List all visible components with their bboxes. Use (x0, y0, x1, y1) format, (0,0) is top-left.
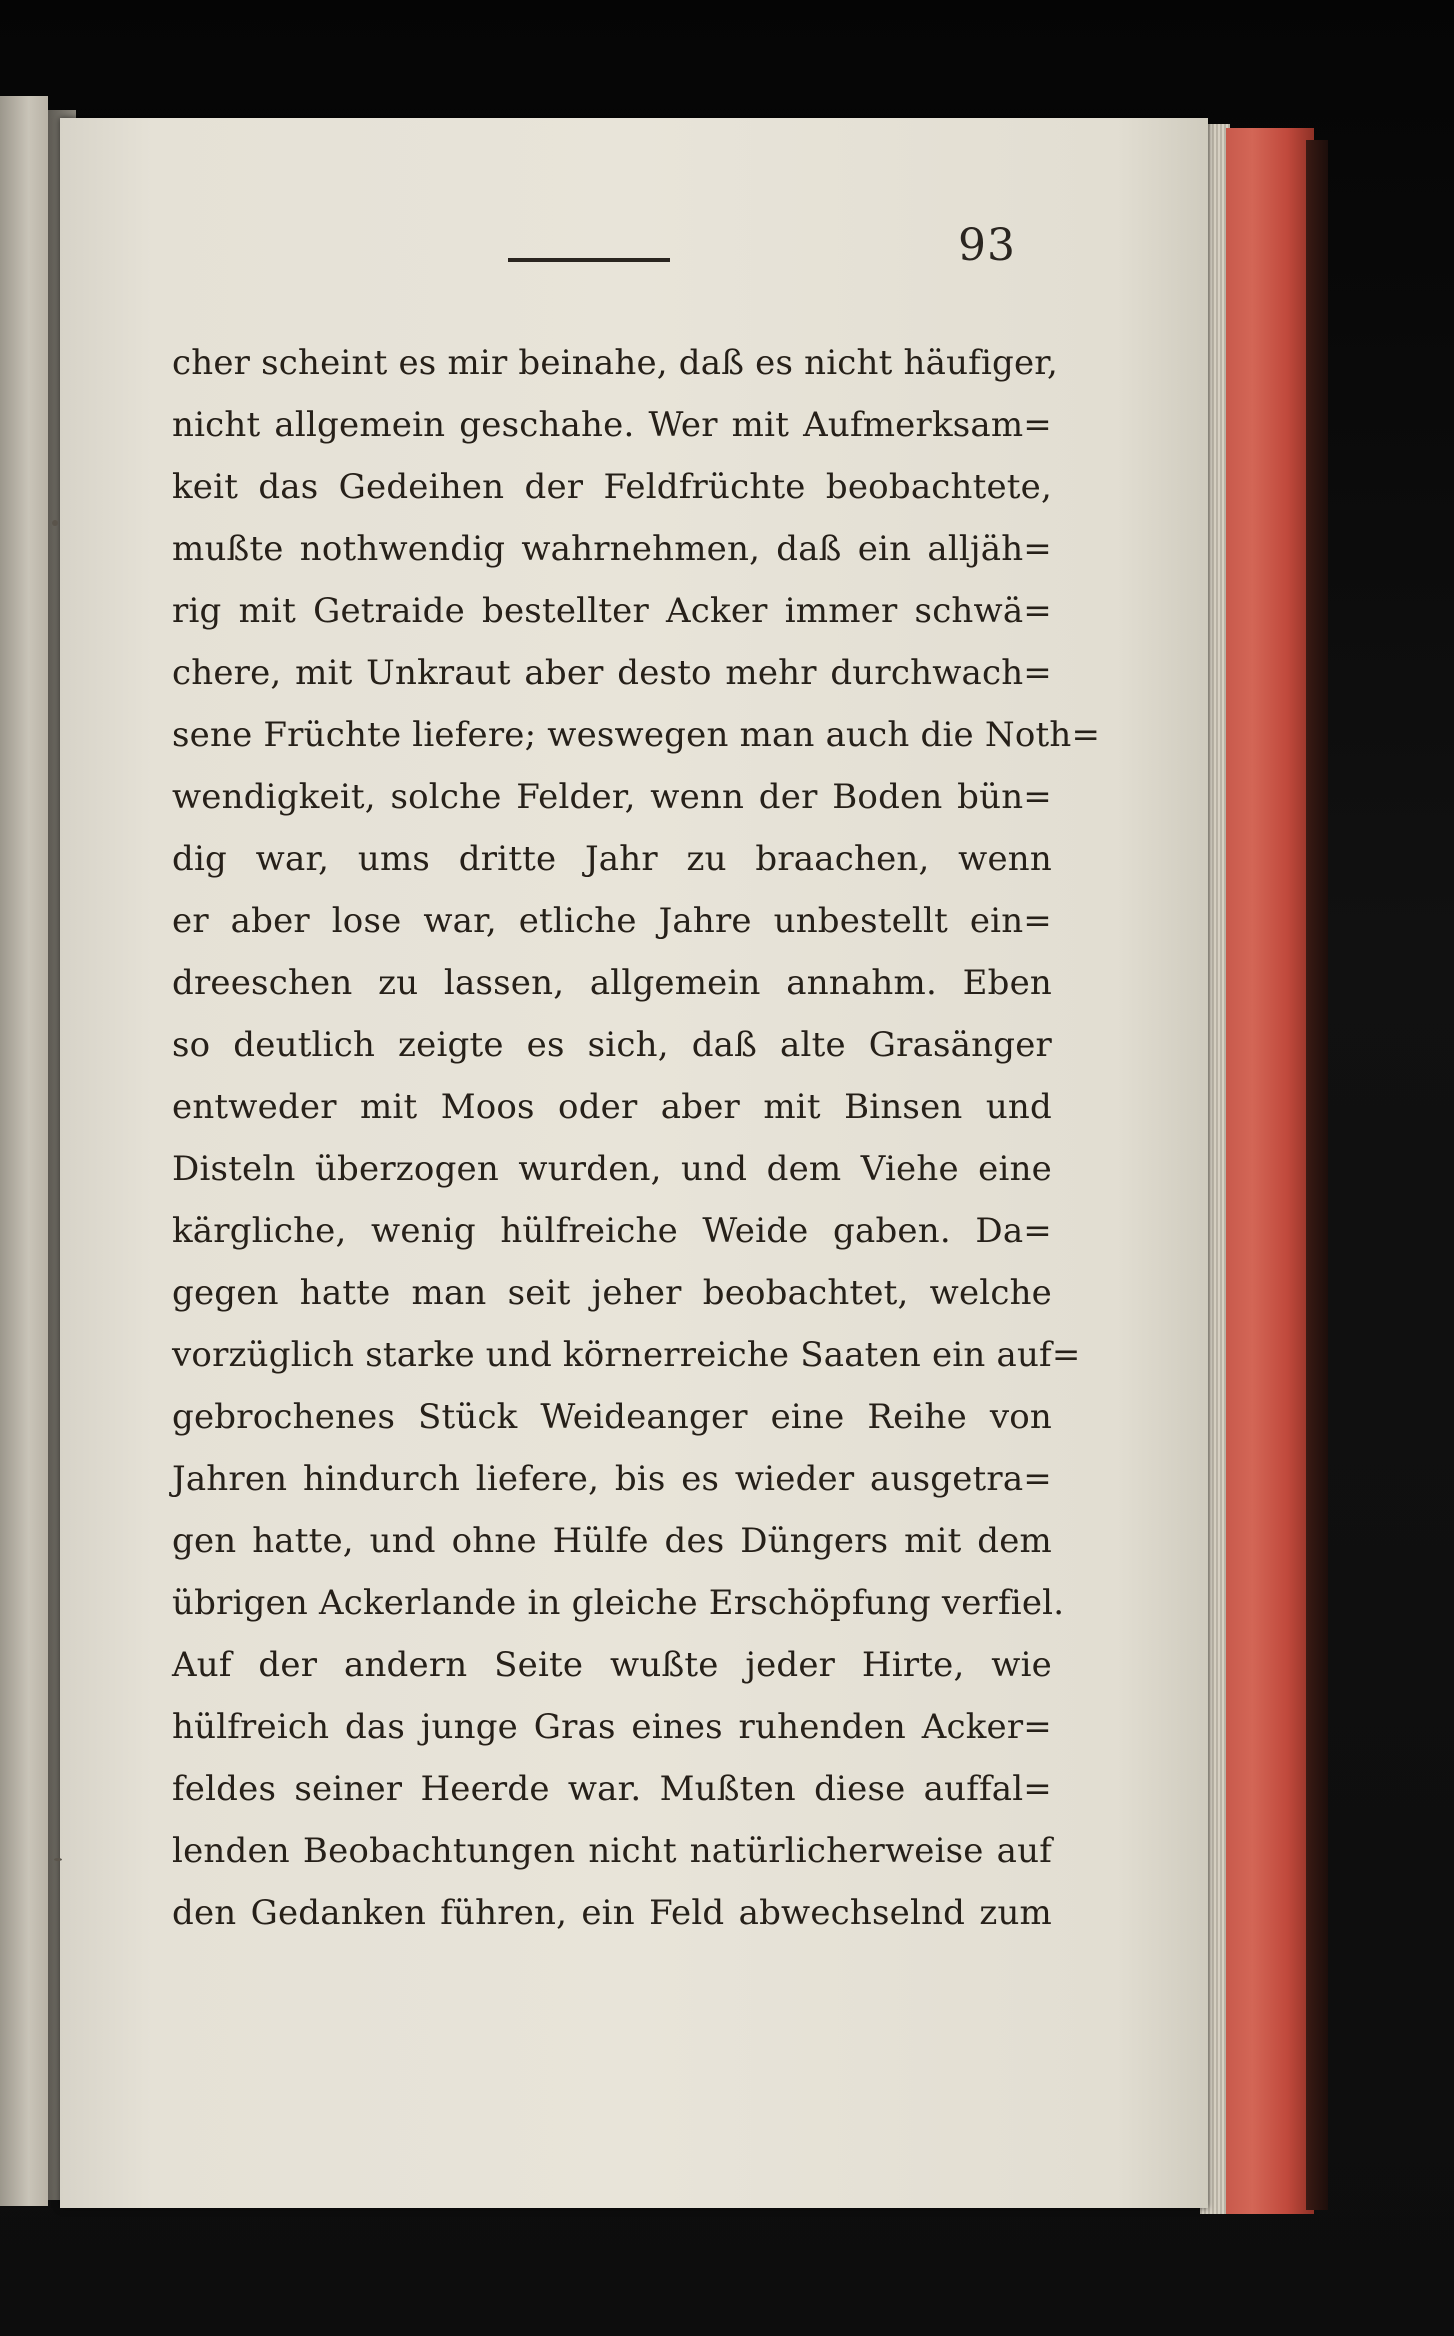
paper-speck (52, 520, 58, 526)
text-line: Auf der andern Seite wußte jeder Hirte, wie (172, 1645, 1052, 1685)
page-text (172, 332, 1101, 1944)
header-rule (508, 258, 670, 262)
text-line: dig war, ums dritte Jahr zu braachen, wenn (172, 839, 1052, 879)
text-line: gebrochenes Stück Weideanger eine Reihe von (172, 1397, 1052, 1437)
text-line: chere, mit Unkraut aber desto mehr durchwach= (172, 653, 1052, 693)
text-line: er aber lose war, etliche Jahre unbestellt ein= (172, 901, 1052, 941)
text-line: Disteln überzogen wurden, und dem Viehe eine (172, 1149, 1052, 1189)
red-page-edge (1226, 128, 1314, 2214)
book-cover-edge (1306, 140, 1328, 2210)
text-line: mußte nothwendig wahrnehmen, daß ein alljäh= (172, 529, 1052, 569)
text-line: sene Früchte liefere; weswegen man auch die Noth= (172, 715, 1101, 755)
left-page-edge (0, 96, 48, 2206)
text-line: keit das Gedeihen der Feldfrüchte beobachtete, (172, 467, 1052, 507)
text-line: cher scheint es mir beinahe, daß es nicht häufiger, (172, 343, 1059, 383)
text-line: entweder mit Moos oder aber mit Binsen und (172, 1087, 1052, 1127)
page-number: 93 (958, 220, 1016, 271)
text-line: den Gedanken führen, ein Feld abwechselnd zum (172, 1893, 1052, 1933)
text-line: nicht allgemein geschahe. Wer mit Aufmerksam= (172, 405, 1052, 445)
text-line: gen hatte, und ohne Hülfe des Düngers mit dem (172, 1521, 1052, 1561)
text-line: feldes seiner Heerde war. Mußten diese auffal= (172, 1769, 1052, 1809)
paper-speck (54, 1858, 62, 1861)
text-line: gegen hatte man seit jeher beobachtet, welche (172, 1273, 1052, 1313)
text-line: Jahren hindurch liefere, bis es wieder ausgetra= (172, 1459, 1052, 1499)
text-line: so deutlich zeigte es sich, daß alte Grasänger (172, 1025, 1052, 1065)
text-line: vorzüglich starke und körnerreiche Saaten ein auf= (172, 1335, 1081, 1375)
text-line: rig mit Getraide bestellter Acker immer schwä= (172, 591, 1052, 631)
text-line: wendigkeit, solche Felder, wenn der Boden bün= (172, 777, 1052, 817)
text-line: kärgliche, wenig hülfreiche Weide gaben. Da= (172, 1211, 1052, 1251)
text-line: dreeschen zu lassen, allgemein annahm. Eben (172, 963, 1052, 1003)
text-line: lenden Beobachtungen nicht natürlicherweise auf (172, 1831, 1052, 1871)
text-line: übrigen Ackerlande in gleiche Erschöpfung verfiel. (172, 1583, 1065, 1623)
text-line: hülfreich das junge Gras eines ruhenden Acker= (172, 1707, 1052, 1747)
